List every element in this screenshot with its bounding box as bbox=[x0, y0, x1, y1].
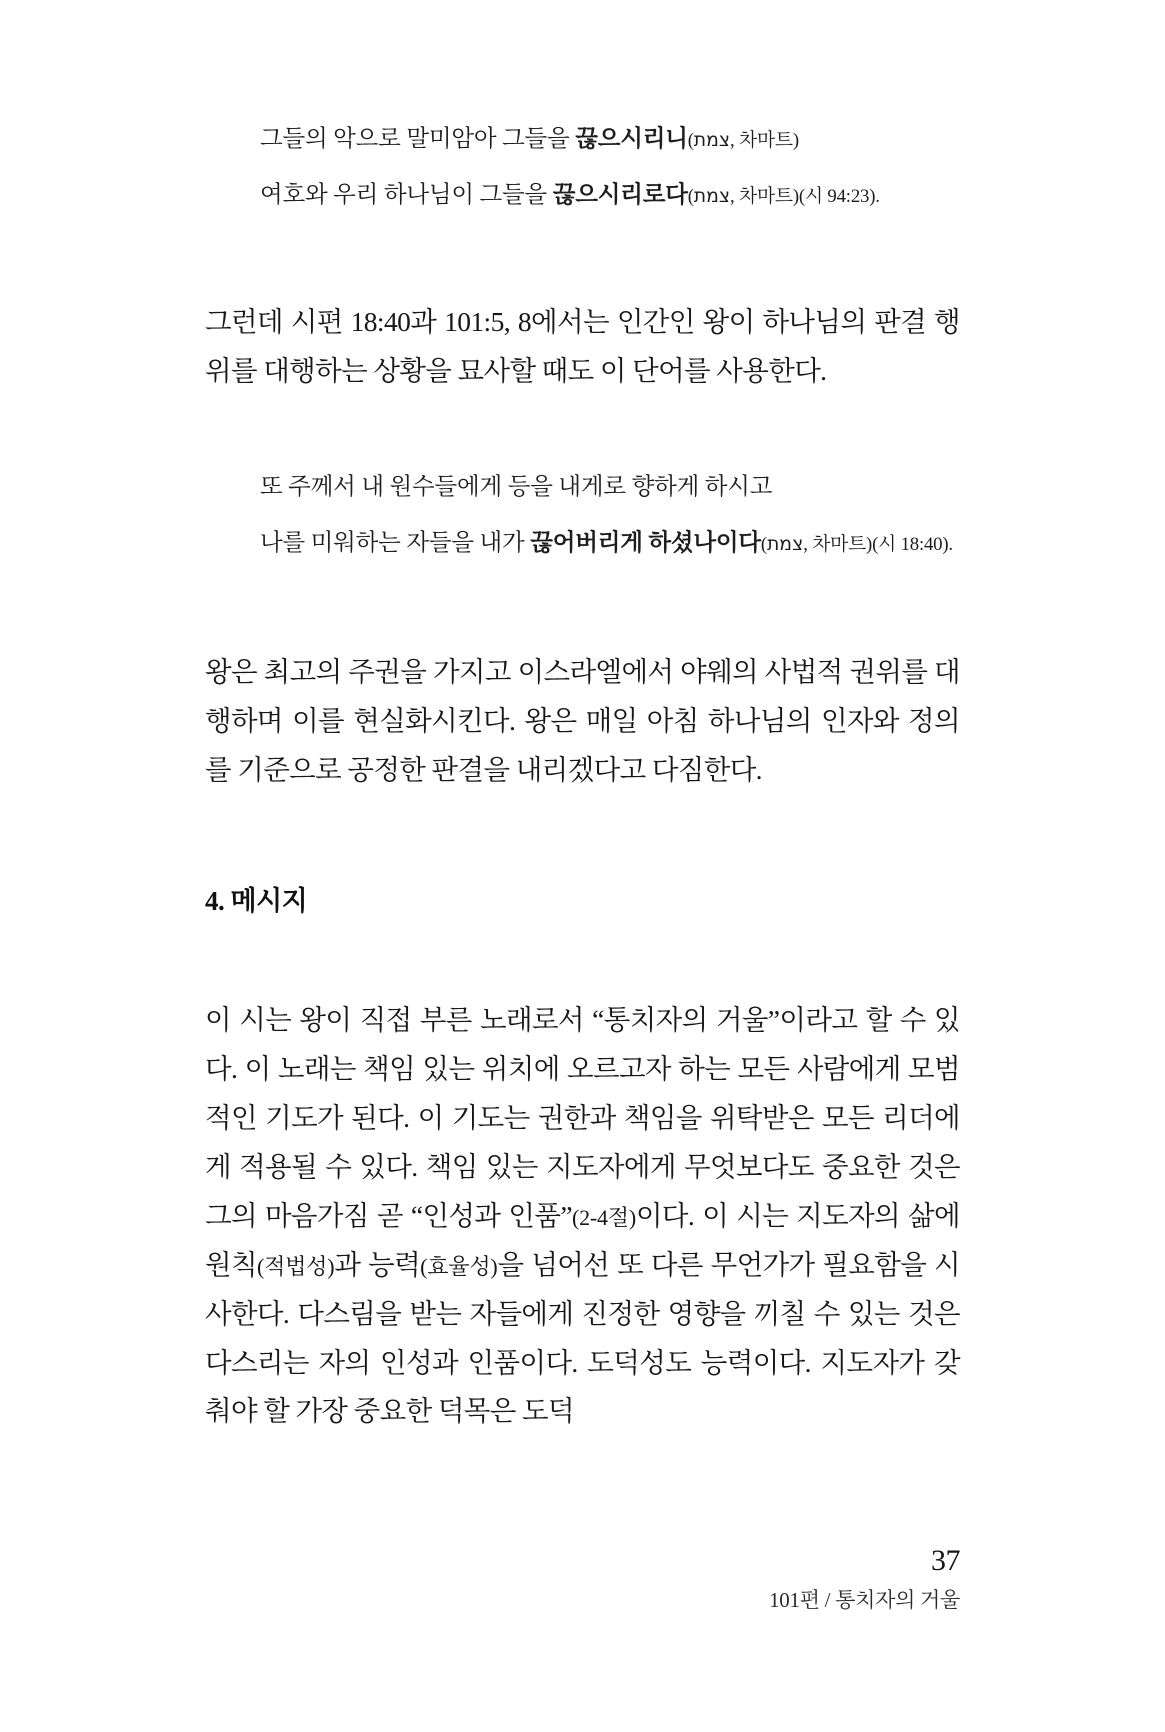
inline-note: (적법성) bbox=[256, 1253, 335, 1279]
page-footer bbox=[0, 1546, 1165, 1614]
quote-line bbox=[260, 176, 960, 214]
inline-text: 과 능력 bbox=[334, 1248, 421, 1280]
body-paragraph: 왕은 최고의 주권을 가지고 이스라엘에서 야웨의 사법적 권위를 대행하며 이를 현실화시킨다. 왕은 매일 아침 하나님의 인자와 정의를 기준으로 공정한 판결을 내리겠다고 다짐한다. bbox=[205, 656, 960, 785]
paren-open: ( bbox=[760, 534, 767, 556]
quote-text: 또 주께서 내 원수들에게 등을 내게로 향하게 하시고 bbox=[260, 474, 773, 500]
inline-note: (2-4절) bbox=[571, 1204, 636, 1230]
scripture-quote-block-1 bbox=[205, 120, 960, 214]
quote-keyword: 끊으시리니 bbox=[575, 126, 688, 152]
inline-text: 이다. 이 시는 지도자의 삶에 원칙 bbox=[205, 1199, 960, 1280]
quote-keyword: 끊어버리게 하셨나이다 bbox=[530, 530, 761, 557]
spacer bbox=[205, 214, 960, 298]
page-number: 37 bbox=[931, 1544, 960, 1577]
body-paragraph-rich bbox=[205, 996, 960, 1436]
section-heading: 4. 메시지 bbox=[205, 885, 308, 916]
scripture-reference: (시 94:23). bbox=[798, 186, 880, 208]
inline-note: (효율성) bbox=[420, 1253, 498, 1279]
quote-text: 그들의 악으로 말미암아 그들을 bbox=[260, 126, 576, 152]
quote-line bbox=[260, 120, 960, 158]
scripture-quote-block-2 bbox=[205, 468, 960, 562]
paren-open: ( bbox=[687, 186, 694, 208]
transliteration: , 차마트) bbox=[730, 130, 799, 151]
spacer bbox=[205, 562, 960, 648]
spacer bbox=[205, 396, 960, 468]
quote-line bbox=[260, 468, 960, 506]
running-head: 101편 / 통치자의 거울 bbox=[769, 1588, 960, 1612]
inline-text: 을 넘어선 또 다른 무언가가 필요함을 시사한다. 다스림을 받는 자들에게 진정한 영향을 끼칠 수 있는 것은 다스리는 자의 인성과 인품이다. 도덕성도 능력이다. 지도자가 갖춰야 할 가장 중요한 덕목은 도덕 bbox=[205, 1248, 961, 1427]
hebrew-word: צמת bbox=[693, 186, 731, 208]
hebrew-word: צמת bbox=[766, 534, 804, 556]
spacer bbox=[205, 795, 960, 879]
quote-text: 나를 미워하는 자들을 내가 bbox=[260, 530, 531, 557]
transliteration: , 차마트) bbox=[730, 186, 799, 208]
hebrew-word: צמת bbox=[693, 130, 731, 151]
quote-text: 여호와 우리 하나님이 그들을 bbox=[260, 182, 553, 209]
inline-text: 이 시는 왕이 직접 부른 노래로서 “통치자의 거울”이라고 할 수 있다. 이 노래는 책임 있는 위치에 오르고자 하는 모든 사람에게 모범적인 기도가 된다. 이 기도는 권한과 책임을 위탁받은 모든 리더에게 적용될 수 있다. 책임 있는 지도자에게 무엇보다도 중요한 것은 그의 마음가짐 곧 “인성과 인품” bbox=[205, 1003, 960, 1231]
spacer bbox=[205, 918, 960, 996]
quote-line bbox=[260, 524, 960, 562]
paren-open: ( bbox=[687, 130, 694, 151]
scripture-reference: (시 18:40). bbox=[872, 534, 953, 556]
body-paragraph: 그런데 시편 18:40과 101:5, 8에서는 인간인 왕이 하나님의 판결 행위를 대행하는 상황을 묘사할 때도 이 단어를 사용한다. bbox=[205, 306, 960, 387]
transliteration: , 차마트) bbox=[803, 534, 873, 556]
quote-keyword: 끊으시리로다 bbox=[552, 182, 688, 209]
